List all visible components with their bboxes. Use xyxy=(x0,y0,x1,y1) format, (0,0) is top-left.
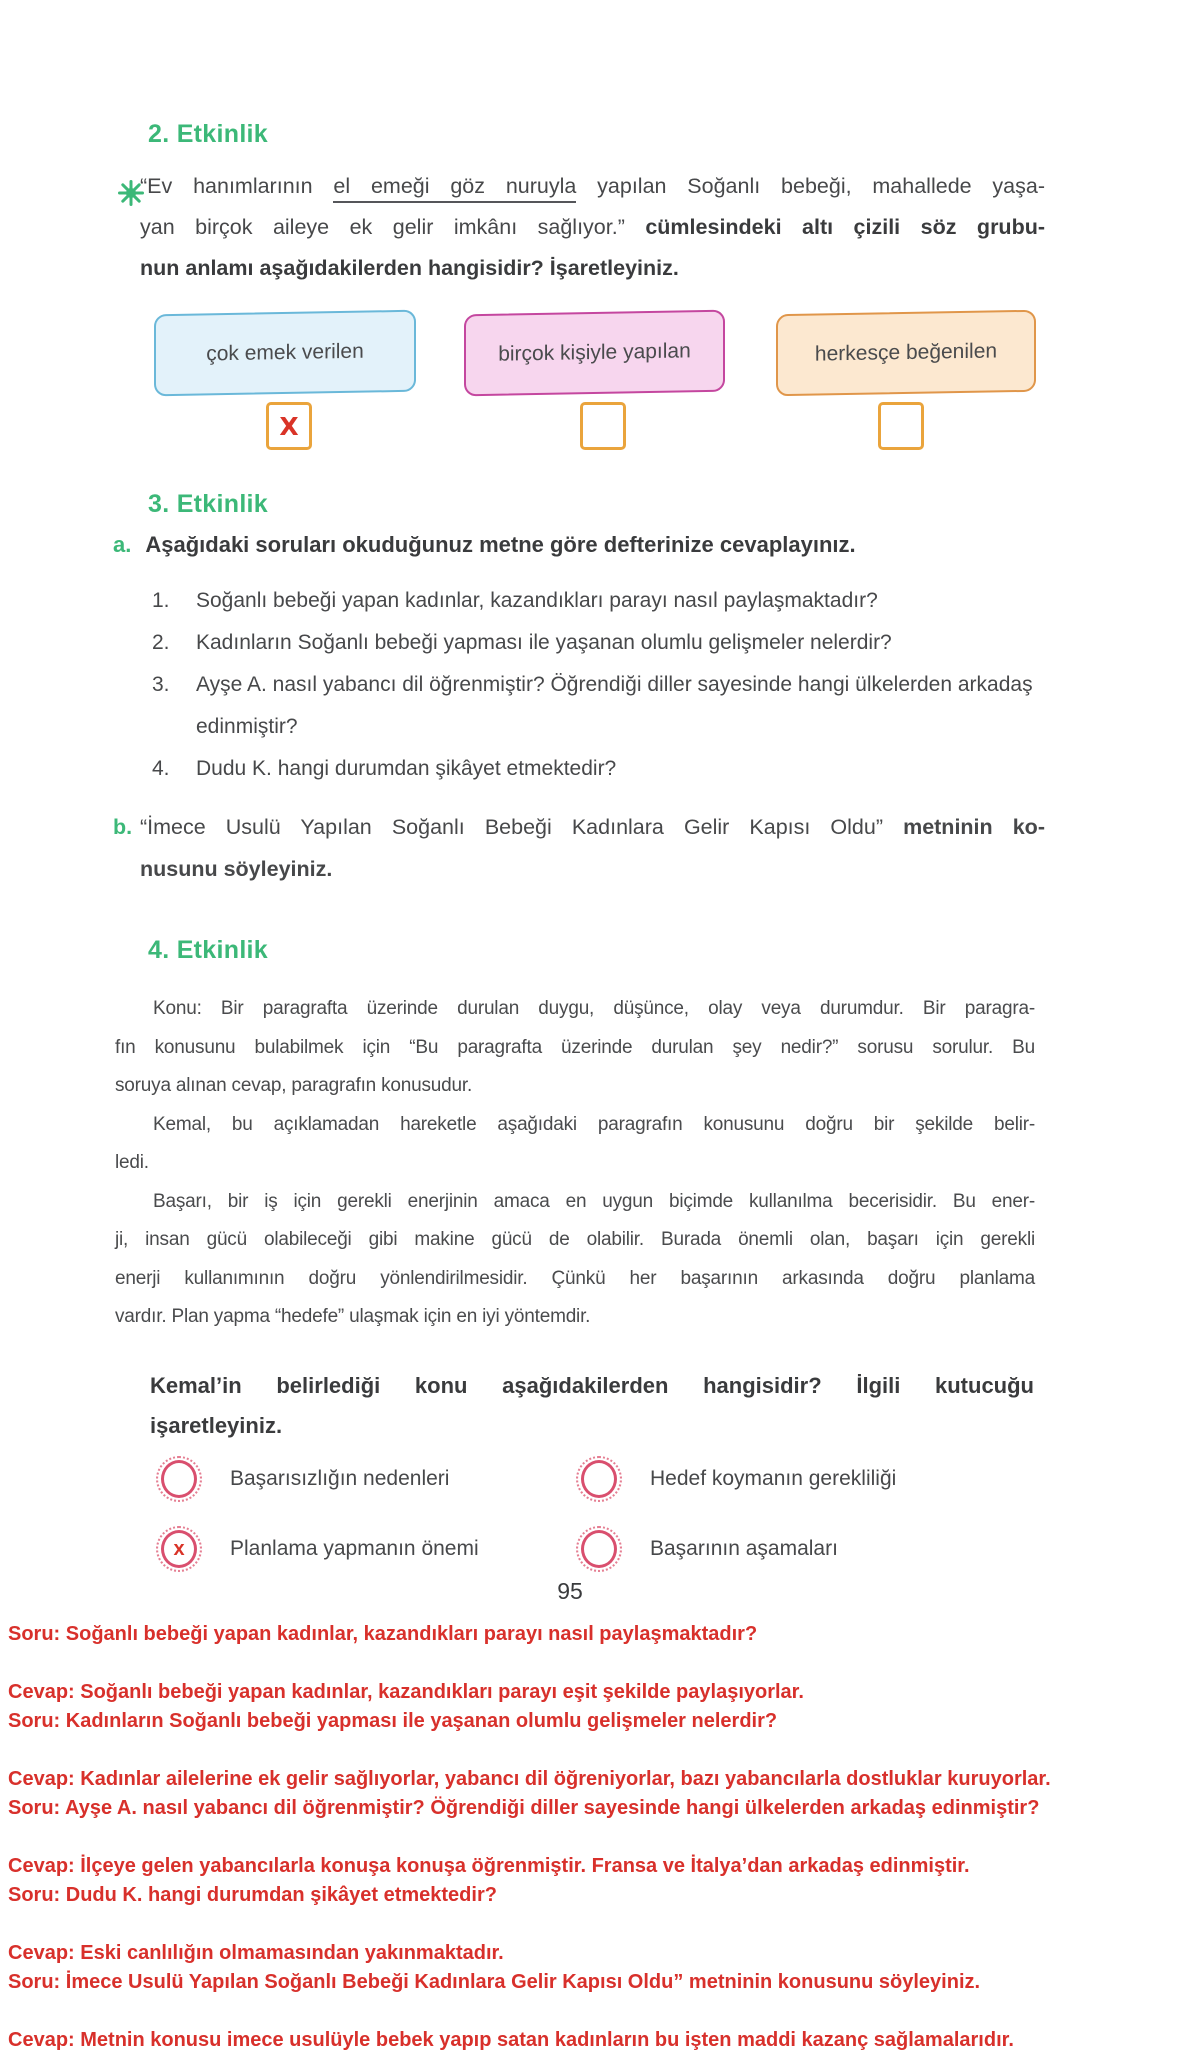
item-b-label: b. xyxy=(113,815,133,839)
paragraph-line: ji, insan gücü olabileceği gibi makine gücü de olabilir. Burada önemli olan, başarı için gerekli xyxy=(115,1229,1035,1250)
note-soru-4: Soru: Dudu K. hangi durumdan şikâyet etmektedir? xyxy=(8,1884,497,1906)
topic-paragraph xyxy=(115,990,1035,1337)
question-bold-text: nun anlamı aşağıdakilerden hangisidir? İşaretleyiniz. xyxy=(140,256,679,280)
answer-checkbox-2[interactable] xyxy=(580,402,626,450)
item-b xyxy=(113,806,1045,890)
activity4-heading: 4. Etkinlik xyxy=(148,936,269,964)
answer-box-3 xyxy=(776,310,1036,397)
activity3-heading: 3. Etkinlik xyxy=(148,490,269,518)
answer-checkbox-1[interactable] xyxy=(266,402,312,450)
radio-mark xyxy=(161,1460,197,1498)
choice-label: Hedef koymanın gerekliliği xyxy=(650,1467,897,1490)
question-line-2 xyxy=(140,207,1045,248)
question-number: 4. xyxy=(152,757,170,780)
activity2-heading: 2. Etkinlik xyxy=(148,120,269,148)
note-soru-1: Soru: Soğanlı bebeği yapan kadınlar, kazandıkları parayı nasıl paylaşmaktadır? xyxy=(8,1623,758,1645)
radio-circle-icon[interactable] xyxy=(156,1526,202,1572)
item-b-bold-text: metninin ko- xyxy=(903,815,1045,839)
question-text: Ayşe A. nasıl yabancı dil öğrenmiştir? Öğrendiği diller sayesinde hangi ülkelerden arkadaş edinmiştir? xyxy=(196,673,1033,738)
question-text: Dudu K. hangi durumdan şikâyet etmektedir? xyxy=(196,757,617,780)
question-line-1 xyxy=(140,166,1045,207)
answer-box-2 xyxy=(464,310,725,397)
item-b-bold-text: nusunu söyleyiniz. xyxy=(140,857,333,881)
choice-planlama-yapmanin-onemi xyxy=(156,1526,479,1572)
activity2-question xyxy=(140,166,1045,289)
answer-box-1 xyxy=(154,310,416,397)
question-text: “Ev hanımlarının xyxy=(140,174,334,198)
note-soru-2: Soru: Kadınların Soğanlı bebeği yapması ile yaşanan olumlu gelişmeler nelerdir? xyxy=(8,1710,778,1732)
question-number: 3. xyxy=(152,673,170,696)
choice-label: Planlama yapmanın önemi xyxy=(230,1537,479,1560)
note-soru-3: Soru: Ayşe A. nasıl yabancı dil öğrenmiştir? Öğrendiği diller sayesinde hangi ülkelerden arkadaş edinmiştir? xyxy=(8,1797,1040,1819)
choice-basarinin-asamalari xyxy=(576,1526,838,1572)
activity4-question-line-1: Kemal’in belirlediği konu aşağıdakilerden hangisidir? İlgili kutucuğu xyxy=(150,1373,1034,1398)
paragraph-line: fın konusunu bulabilmek için “Bu paragrafta üzerinde durulan şey nedir?” sorusu sorulur. Bu xyxy=(115,1036,1035,1058)
paragraph-line: soruya alınan cevap, paragrafın konusudur. xyxy=(115,1075,473,1096)
answer-box-label: çok emek verilen xyxy=(206,339,364,366)
question-bold-text: cümlesindeki altı çizili söz grubu- xyxy=(645,215,1045,239)
paragraph-line: vardır. Plan yapma “hedefe” ulaşmak için en iyi yöntemdir. xyxy=(115,1306,591,1327)
x-mark: X xyxy=(279,411,299,441)
answer-notes xyxy=(8,1620,1176,2055)
question-item-4 xyxy=(152,748,1042,790)
item-b-line-2 xyxy=(140,848,1045,890)
question-item-2 xyxy=(152,622,1042,664)
question-text: yan birçok aileye ek gelir imkânı sağlıyor.” xyxy=(140,215,646,239)
radio-circle-icon[interactable] xyxy=(576,1456,622,1502)
question-number: 1. xyxy=(152,589,170,612)
note-cevap-1: Cevap: Soğanlı bebeği yapan kadınlar, kazandıkları parayı eşit şekilde paylaşıyorlar. xyxy=(8,1681,804,1703)
question-line-3 xyxy=(140,248,1045,289)
note-cevap-5: Cevap: Metnin konusu imece usulüyle bebek yapıp satan kadınların bu işten maddi kazanç sağlamalarıdır. xyxy=(8,2029,1014,2051)
item-a-label: a. xyxy=(113,532,132,557)
radio-x-mark: x xyxy=(161,1530,197,1568)
radio-circle-icon[interactable] xyxy=(576,1526,622,1572)
item-a-text: Aşağıdaki soruları okuduğunuz metne göre defterinize cevaplayınız. xyxy=(145,532,856,557)
choice-label: Başarının aşamaları xyxy=(650,1537,838,1560)
note-cevap-4: Cevap: Eski canlılığın olmamasından yakınmaktadır. xyxy=(8,1942,504,1964)
note-cevap-2: Cevap: Kadınlar ailelerine ek gelir sağlıyorlar, yabancı dil öğreniyorlar, bazı yabancılarla dostluklar kuruyorlar. xyxy=(8,1768,1051,1790)
question-number: 2. xyxy=(152,631,170,654)
choice-hedef-koymanin-gerekliligi xyxy=(576,1456,896,1502)
underlined-phrase: el emeği göz nuruyla xyxy=(333,174,576,203)
activity4-question-line-2: işaretleyiniz. xyxy=(150,1413,283,1438)
activity4-question xyxy=(150,1366,1034,1446)
note-cevap-3: Cevap: İlçeye gelen yabancılarla konuşa konuşa öğrenmiştir. Fransa ve İtalya’dan arkadaş edinmiştir. xyxy=(8,1855,970,1877)
paragraph-line: ledi. xyxy=(115,1152,149,1173)
question-text: yapılan Soğanlı bebeği, mahallede yaşa- xyxy=(576,174,1045,198)
radio-circle-icon[interactable] xyxy=(156,1456,202,1502)
radio-mark xyxy=(581,1460,617,1498)
question-item-3 xyxy=(152,664,1042,748)
note-soru-5: Soru: İmece Usulü Yapılan Soğanlı Bebeği Kadınlara Gelir Kapısı Oldu” metninin konusunu söyleyiniz. xyxy=(8,1971,981,1993)
question-text: Soğanlı bebeği yapan kadınlar, kazandıkları parayı nasıl paylaşmaktadır? xyxy=(196,589,878,612)
page-number: 95 xyxy=(557,1578,583,1604)
item-b-line-1 xyxy=(140,806,1045,848)
question-text: Kadınların Soğanlı bebeği yapması ile yaşanan olumlu gelişmeler nelerdir? xyxy=(196,631,892,654)
item-a xyxy=(113,532,1053,558)
answer-box-label: birçok kişiyle yapılan xyxy=(498,339,691,366)
item-b-text: “İmece Usulü Yapılan Soğanlı Bebeği Kadınlara Gelir Kapısı Oldu” xyxy=(140,815,904,839)
paragraph-line: enerji kullanımının doğru yönlendirilmesidir. Çünkü her başarının arkasında doğru planlama xyxy=(115,1267,1035,1289)
answer-box-label: herkesçe beğenilen xyxy=(814,339,998,366)
answer-checkbox-3[interactable] xyxy=(878,402,924,450)
paragraph-line: Başarı, bir iş için gerekli enerjinin amaca en uygun biçimde kullanılma becerisidir. Bu ener- xyxy=(153,1190,1035,1212)
question-item-1 xyxy=(152,580,1042,622)
choice-label: Başarısızlığın nedenleri xyxy=(230,1467,450,1490)
paragraph-line: Konu: Bir paragrafta üzerinde durulan duygu, düşünce, olay veya durumdur. Bir paragra- xyxy=(153,998,1035,1019)
question-list xyxy=(152,580,1042,790)
paragraph-line: Kemal, bu açıklamadan hareketle aşağıdaki paragrafın konusunu doğru bir şekilde belir- xyxy=(153,1113,1035,1135)
radio-mark xyxy=(581,1530,617,1568)
choice-basarisizligin-nedenleri xyxy=(156,1456,449,1502)
